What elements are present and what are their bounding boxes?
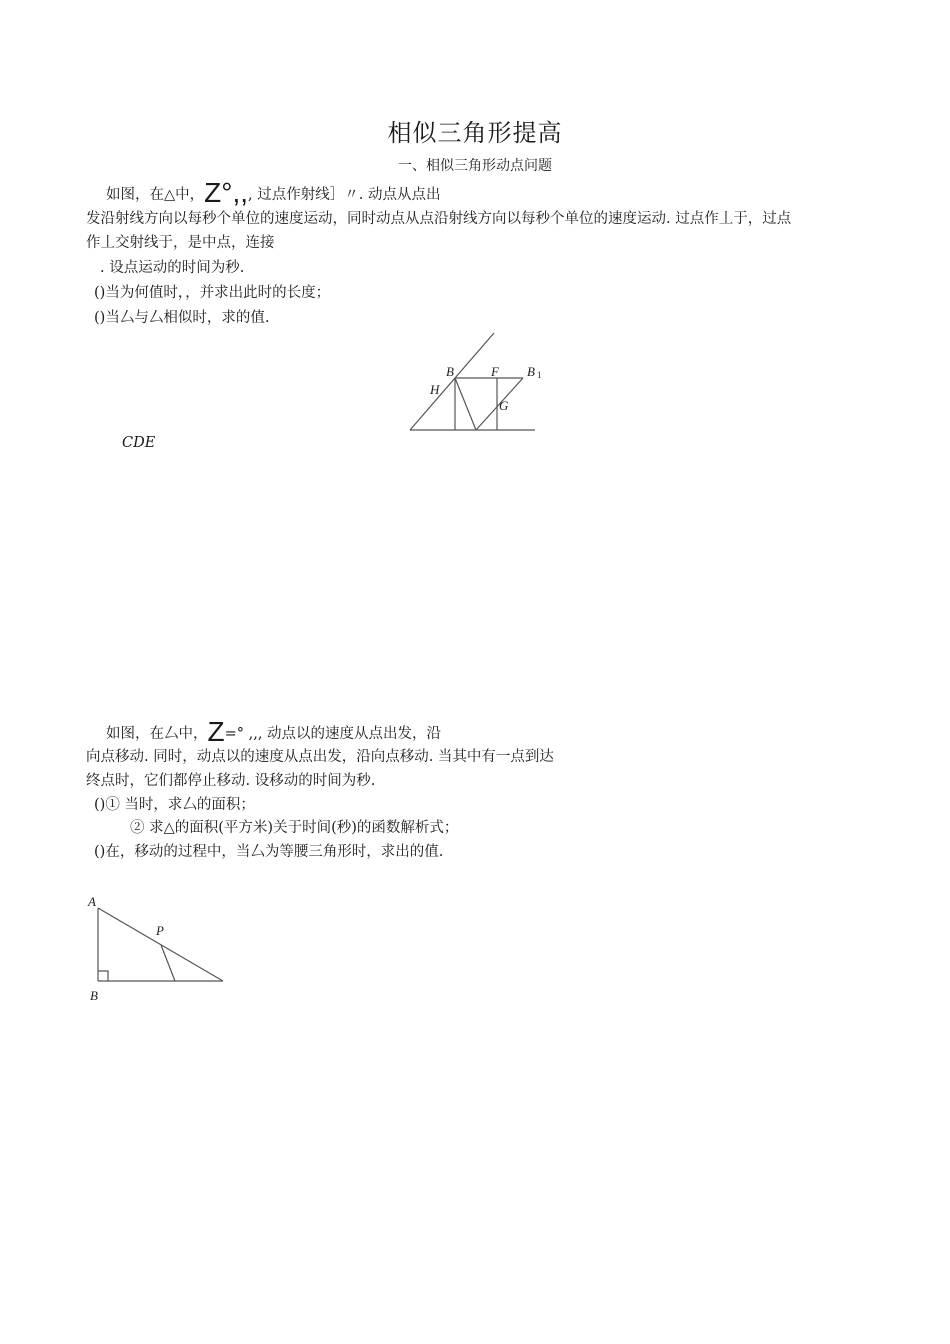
problem1-label-G: G bbox=[499, 398, 509, 413]
problem1-question1: ()当为何值时，，并求出此时的长度； bbox=[94, 285, 331, 301]
problem2-question1b: ② 求△的面积(平方米)关于时间(秒)的函数解析式； bbox=[130, 820, 459, 836]
problem1-question2: ()当厶与厶相似时，求的值. bbox=[94, 310, 270, 326]
problem1-label-B1: B bbox=[527, 364, 535, 379]
document-title: 相似三角形提高 bbox=[387, 119, 563, 147]
problem2-question1: ()① 当时，求厶的面积； bbox=[94, 797, 255, 813]
problem2-line2: 向点移动. 同时，动点以的速度从点出发，沿向点移动. 当其中有一点到达 bbox=[86, 749, 554, 765]
problem2-question2: ()在，移动的过程中，当厶为等腰三角形时，求出的值. bbox=[94, 844, 444, 860]
problem2-label-B: B bbox=[90, 988, 98, 1003]
problem2-line1-big: Z bbox=[207, 716, 225, 747]
problem1-label-B1-subscript: 1 bbox=[537, 370, 542, 380]
problem2-line1-post: =° ,,, 动点以的速度从点出发，沿 bbox=[224, 726, 442, 742]
problem1-label-B: B bbox=[446, 364, 454, 379]
problem2-label-A: A bbox=[88, 894, 96, 909]
problem1-line1-post: , 过点作射线］〃. 动点从点出 bbox=[248, 187, 441, 203]
problem1-line1-big: Z°,, bbox=[204, 177, 249, 208]
problem1-line1-pre: 如图，在△中， bbox=[106, 187, 205, 203]
problem1-label-F: F bbox=[491, 364, 499, 379]
problem1-line2: 发沿射线方向以每秒个单位的速度运动，同时动点从点沿射线方向以每秒个单位的速度运动. 过点作丄于，过点 bbox=[86, 211, 792, 227]
problem2-line3: 终点时，它们都停止移动. 设移动的时间为秒. bbox=[86, 773, 376, 789]
section-heading: 一、相似三角形动点问题 bbox=[398, 158, 552, 174]
problem1-line1 bbox=[106, 177, 441, 208]
problem1-label-H: H bbox=[430, 382, 440, 397]
problem1-line3: 作丄交射线于，是中点，连接 bbox=[86, 235, 275, 251]
problem2-line1-pre: 如图，在厶中， bbox=[106, 726, 208, 742]
problem2-line1 bbox=[106, 716, 442, 747]
problem1-stray-label: CDE bbox=[122, 435, 156, 451]
problem2-label-P: P bbox=[156, 923, 164, 938]
problem1-line4: . 设点运动的时间为秒. bbox=[100, 260, 245, 276]
